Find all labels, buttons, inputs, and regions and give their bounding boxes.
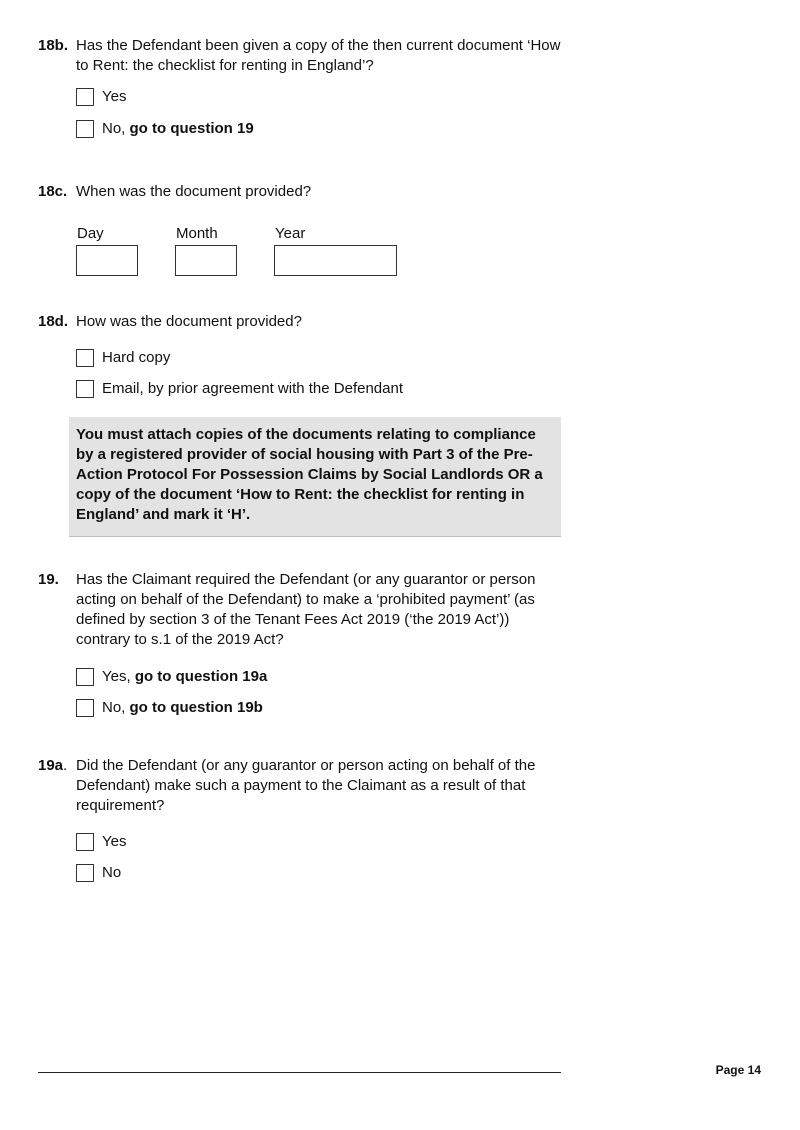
option-label: Hard copy [102, 349, 171, 366]
option-19-yes[interactable] [76, 667, 267, 687]
option-label: Yes [102, 833, 127, 850]
question-number-18b: 18b. [38, 37, 69, 54]
checkbox[interactable] [76, 833, 94, 851]
year-label: Year [275, 225, 306, 242]
option-18d-hard-copy[interactable] [76, 348, 170, 368]
option-label: Yes [102, 88, 127, 105]
question-text-19: Has the Claimant required the Defendant (or any guarantor or person acting on behalf of the Defendant) to make a ‘prohibited payment’ (as defined by section 3 of the Tenant Fees Act 2019 (‘the 2019 Act’)) contrary to s.1 of the 2019 Act? [76, 571, 536, 648]
month-input[interactable] [175, 245, 237, 276]
question-number-19a [38, 756, 67, 776]
option-18b-no[interactable] [76, 119, 254, 139]
year-input[interactable] [274, 245, 397, 276]
option-label: Yes, [102, 668, 135, 685]
option-19-no[interactable] [76, 698, 263, 718]
checkbox[interactable] [76, 864, 94, 882]
option-18d-email[interactable] [76, 379, 403, 399]
option-label: Email, by prior agreement with the Defendant [102, 380, 403, 397]
option-label: No, [102, 120, 130, 137]
day-label: Day [77, 225, 104, 242]
attachment-notice: You must attach copies of the documents relating to compliance by a registered provider of social housing with Part 3 of the Pre-Action Protocol For Possession Claims by Social Landlords OR a copy of the document ‘How to Rent: the checklist for renting in England’ and mark it ‘H’. [69, 417, 561, 537]
option-19a-yes[interactable] [76, 832, 126, 852]
question-text-19a: Did the Defendant (or any guarantor or person acting on behalf of the Defendant) make such a payment to the Claimant as a result of that requirement? [76, 757, 536, 814]
checkbox[interactable] [76, 349, 94, 367]
checkbox[interactable] [76, 120, 94, 138]
option-instruction: go to question 19b [129, 699, 263, 716]
page-number: Page 14 [715, 1063, 761, 1077]
option-instruction: go to question 19a [134, 668, 268, 685]
option-19a-no[interactable] [76, 863, 121, 883]
question-number-suffix: . [63, 757, 68, 774]
checkbox[interactable] [76, 699, 94, 717]
checkbox[interactable] [76, 668, 94, 686]
option-instruction: go to question 19 [129, 120, 254, 137]
question-text-18b: Has the Defendant been given a copy of the then current document ‘How to Rent: the checklist for renting in England’? [76, 37, 561, 74]
option-18b-yes[interactable] [76, 87, 126, 107]
footer-divider [38, 1072, 561, 1073]
question-number-main: 19a [38, 757, 64, 774]
question-number-18d: 18d. [38, 313, 69, 330]
question-text-18c: When was the document provided? [76, 183, 312, 200]
day-input[interactable] [76, 245, 138, 276]
question-number-19: 19. [38, 571, 59, 588]
checkbox[interactable] [76, 380, 94, 398]
option-label: No, [102, 699, 130, 716]
checkbox[interactable] [76, 88, 94, 106]
question-number-18c: 18c. [38, 183, 68, 200]
question-text-18d: How was the document provided? [76, 313, 302, 330]
month-label: Month [176, 225, 218, 242]
option-label: No [102, 864, 122, 881]
